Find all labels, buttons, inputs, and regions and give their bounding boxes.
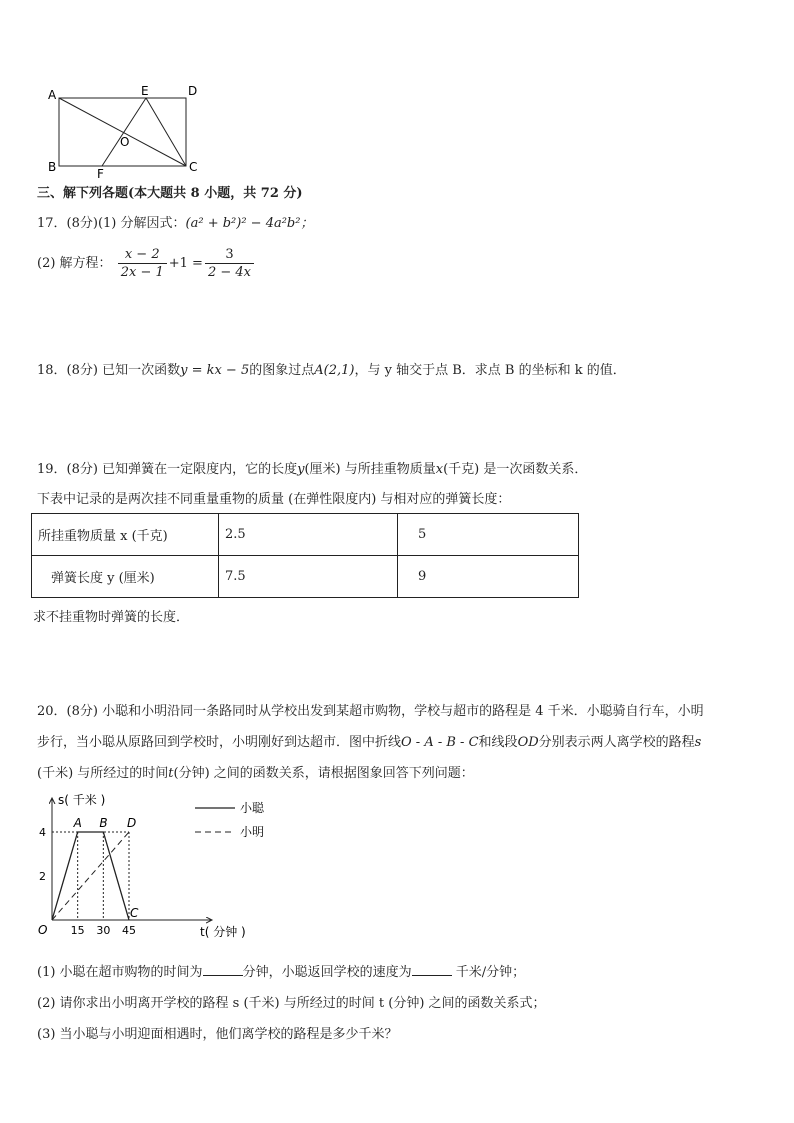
answer-blank-1[interactable] — [203, 963, 243, 976]
q19-line1 — [37, 458, 587, 477]
section-title: 三、解下列各题(本大题共 8 小题，共 72 分) — [37, 186, 303, 201]
q18-text-a: 18．(8分) 已知一次函数 — [37, 363, 181, 378]
label-c: C — [189, 160, 198, 174]
q20-sub1 — [37, 961, 525, 980]
q17-part2 — [37, 246, 256, 281]
table-cell-label: 所挂重物质量 x (千克) — [32, 514, 219, 556]
series-xiaocong-line — [52, 832, 129, 920]
q19-text1-b: (厘米) 与所挂重物质量 — [304, 462, 436, 477]
q18-point: A(2,1) — [314, 363, 355, 378]
q19-text1-a: 19．(8分) 已知弹簧在一定限度内，它的长度 — [37, 462, 298, 477]
table-row — [32, 514, 579, 556]
q20-var-t: t — [168, 766, 174, 781]
series-xiaoming-line — [52, 832, 129, 920]
q20-var-s: s — [694, 735, 702, 750]
table-cell: 5 — [398, 514, 579, 556]
y-axis-label: s( 千米 ) — [58, 793, 106, 807]
spring-data-table — [31, 513, 579, 598]
x-tick-label: 45 — [122, 924, 136, 937]
q18-text — [37, 359, 626, 378]
legend-label-xiaoming: 小明 — [240, 825, 265, 839]
q20-line2-c: 分别表示两人离学校的路程 — [538, 735, 695, 750]
q20-sub3: (3) 当小聪与小明迎面相遇时，他们离学校的路程是多少千米？ — [37, 1027, 398, 1042]
q19-line3: 求不挂重物时弹簧的长度． — [33, 610, 190, 625]
segment-ac — [59, 98, 186, 166]
q18-text-b: 的图象过点 — [249, 363, 315, 378]
rectangle-figure — [40, 82, 210, 182]
q20-line3 — [37, 762, 474, 781]
point-label-b: B — [99, 816, 108, 830]
origin-label: O — [38, 923, 48, 937]
table-cell: 9 — [398, 556, 579, 598]
q19-var-x: x — [435, 462, 444, 477]
q19-line2: 下表中记录的是两次挂不同重量重物的质量 (在弹性限度内) 与相对应的弹簧长度： — [37, 492, 511, 507]
q17-fraction-1 — [118, 246, 167, 281]
q17-frac2-denominator: 2 − 4x — [207, 265, 251, 280]
q20-line2-a: 步行，当小聪从原路回到学校时，小明刚好到达超市．图中折线 — [37, 735, 402, 750]
q18-function: y = kx − 5 — [180, 363, 250, 378]
point-label-a: A — [73, 816, 82, 830]
q19-text1-c: (千克) 是一次函数关系． — [443, 462, 588, 477]
q20-path: O - A - B - C — [401, 735, 479, 750]
q20-line3-a: (千米) 与所经过的时间 — [37, 766, 169, 781]
label-o: O — [120, 135, 130, 149]
q20-line2-b: 和线段 — [478, 735, 518, 750]
q17-plus-one: +1 = — [168, 256, 203, 271]
q19-var-y: y — [297, 462, 305, 477]
q17-number: 17．(8分) — [37, 216, 98, 231]
table-row — [32, 556, 579, 598]
q17-part1-expr: (a² + b²)² − 4a²b²； — [185, 216, 314, 231]
q20-segment: OD — [517, 735, 539, 750]
y-tick-label: 4 — [39, 826, 46, 839]
label-b: B — [48, 160, 57, 174]
q18-text-c: ，与 y 轴交于点 B．求点 B 的坐标和 k 的值． — [354, 363, 626, 378]
q20-sub2: (2) 请你求出小明离开学校的路程 s (千米) 与所经过的时间 t (分钟) 之间的函数关系式； — [37, 996, 546, 1011]
legend-label-xiaocong: 小聪 — [240, 801, 265, 815]
q20-line2 — [37, 731, 701, 750]
x-tick-label: 30 — [96, 924, 111, 937]
point-label-c: C — [130, 906, 139, 920]
table-cell-label: 弹簧长度 y (厘米) — [32, 556, 219, 598]
q20-sub1-a: (1) 小聪在超市购物的时间为 — [37, 965, 203, 980]
q17-frac1-numerator: x − 2 — [118, 246, 167, 264]
q17-frac1-denominator: 2x − 1 — [120, 265, 164, 280]
q17-part1-label: (1) 分解因式： — [97, 216, 186, 231]
label-a: A — [48, 88, 57, 102]
q17-part1 — [37, 212, 313, 231]
q17-fraction-2 — [205, 246, 254, 281]
x-tick-label: 15 — [70, 924, 85, 937]
table-cell: 2.5 — [219, 514, 398, 556]
label-f: F — [97, 167, 104, 181]
answer-blank-2[interactable] — [412, 963, 452, 976]
q17-frac2-numerator: 3 — [205, 246, 254, 264]
table-cell: 7.5 — [219, 556, 398, 598]
label-d: D — [188, 84, 198, 98]
label-e: E — [141, 84, 149, 98]
y-tick-label: 2 — [39, 870, 46, 883]
q20-line1: 20．(8分) 小聪和小明沿同一条路同时从学校出发到某超市购物，学校与超市的路程是 4 千米．小聪骑自行车，小明 — [37, 704, 704, 719]
distance-time-chart — [30, 788, 290, 948]
q20-sub1-c: 千米/分钟； — [451, 965, 526, 980]
q17-part2-label: (2) 解方程： — [37, 256, 112, 271]
x-axis-label: t( 分钟 ) — [200, 925, 246, 939]
q20-sub1-b: 分钟，小聪返回学校的速度为 — [242, 965, 412, 980]
segment-ef — [102, 98, 146, 166]
q20-line3-b: (分钟) 之间的函数关系，请根据图象回答下列问题： — [173, 766, 474, 781]
point-label-d: D — [127, 816, 137, 830]
